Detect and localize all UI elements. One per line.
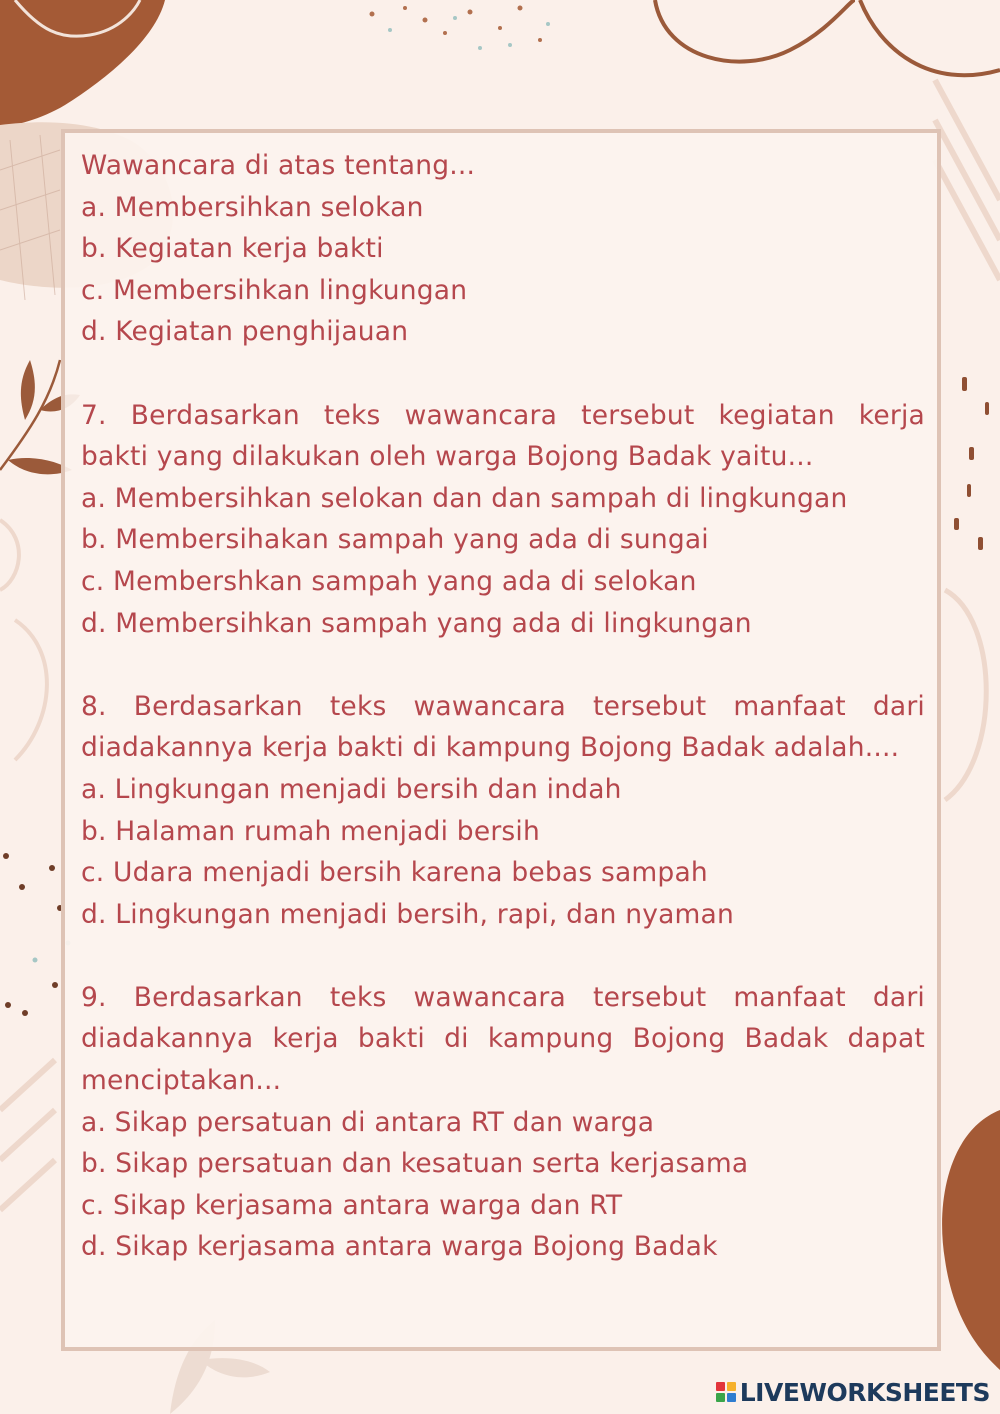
question-8-option-b: b. Halaman rumah menjadi bersih [81, 815, 540, 847]
intro-question: Wawancara di atas tentang... [81, 150, 476, 181]
question-8-option-d: d. Lingkungan menjadi bersih, rapi, dan nyaman [81, 898, 734, 930]
intro-option-c: c. Membersihkan lingkungan [81, 274, 468, 306]
question-8-line-1: 8. Berdasarkan teks wawancara tersebut manfaat dari [81, 690, 925, 722]
question-9-line-1: 9. Berdasarkan teks wawancara tersebut manfaat dari [81, 981, 925, 1013]
spacer [81, 353, 925, 395]
question-7-option-d: d. Membersihkan sampah yang ada di lingkungan [81, 607, 752, 639]
logo-icon [716, 1382, 736, 1402]
question-7-line-2: bakti yang dilakukan oleh warga Bojong Badak yaitu... [81, 441, 814, 473]
worksheet-panel [61, 129, 941, 1351]
question-9-line-3: menciptakan... [81, 1065, 282, 1097]
question-7-option-b: b. Membersihakan sampah yang ada di sungai [81, 524, 709, 556]
question-8-option-a: a. Lingkungan menjadi bersih dan indah [81, 773, 622, 805]
question-8-option-c: c. Udara menjadi bersih karena bebas sampah [81, 857, 708, 889]
question-9-option-d: d. Sikap kerjasama antara warga Bojong Badak [81, 1231, 718, 1263]
question-8-line-2: diadakannya kerja bakti di kampung Bojong Badak adalah.... [81, 732, 900, 764]
question-9-option-b: b. Sikap persatuan dan kesatuan serta kerjasama [81, 1148, 749, 1180]
spacer [81, 935, 925, 977]
spacer [81, 644, 925, 686]
question-9-line-2: diadakannya kerja bakti di kampung Bojong Badak dapat [81, 1023, 925, 1055]
question-9-option-c: c. Sikap kerjasama antara warga dan RT [81, 1189, 623, 1221]
worksheet-text [81, 145, 925, 1268]
question-7-line-1: 7. Berdasarkan teks wawancara tersebut kegiatan kerja [81, 399, 925, 431]
question-7-option-c: c. Membershkan sampah yang ada di selokan [81, 565, 697, 597]
intro-option-d: d. Kegiatan penghijauan [81, 316, 409, 348]
liveworksheets-logo [716, 1374, 990, 1410]
intro-option-a: a. Membersihkan selokan [81, 191, 424, 223]
question-7-option-a: a. Membersihkan selokan dan dan sampah di lingkungan [81, 482, 848, 514]
intro-option-b: b. Kegiatan kerja bakti [81, 233, 384, 265]
logo-text: LIVEWORKSHEETS [739, 1377, 990, 1407]
question-9-option-a: a. Sikap persatuan di antara RT dan warga [81, 1106, 655, 1138]
